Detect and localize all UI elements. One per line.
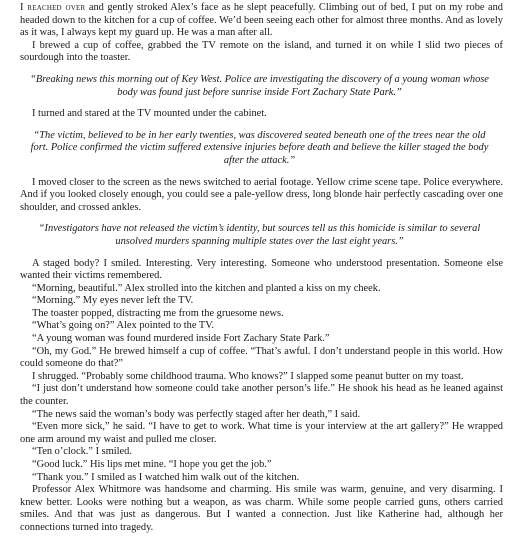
paragraph: “Good luck.” His lips met mine. “I hope you get the job.” bbox=[32, 459, 272, 470]
paragraph: “Morning, beautiful.” Alex strolled into the kitchen and planted a kiss on my cheek. bbox=[32, 282, 381, 294]
paragraph: “A young woman was found murdered inside Fort Zachary State Park.” bbox=[32, 333, 330, 345]
paragraph: “I just don’t understand how someone could take another person’s life.” He shook his head as he leaned against the counter. bbox=[20, 383, 503, 408]
paragraph: “What’s going on?” Alex pointed to the TV. bbox=[32, 320, 214, 332]
lead-in: I reached over bbox=[20, 2, 86, 13]
opening-paragraph bbox=[20, 2, 503, 40]
news-quote: “The victim, believed to be in her early twenties, was discovered seated beneath one of the trees near the old fort. Police confirmed the victim suffered extensive injuries before death and believe the killer staged the body after the attack.” bbox=[30, 129, 489, 166]
paragraph: Professor Alex Whitmore was handsome and charming. His smile was warm, genuine, and very disarming. I knew better. Looks were nothing but a weapon, as was charm. While some people carried guns, others carried smiles. And that was just as dangerous. But I wanted a connection. Just like Katherine had, although her connections turned into tragedy. bbox=[20, 484, 503, 533]
paragraph: I moved closer to the screen as the news switched to aerial footage. Yellow crime scene tape. Police everywhere. And if you looked closely enough, you could see a pale-yellow dress, long blonde hair perfectly cascading over one shoulder, and crossed ankles. bbox=[20, 176, 503, 213]
news-quote: “Breaking news this morning out of Key West. Police are investigating the discovery of a young woman whose body was found just before sunrise inside Fort Zachary State Park.” bbox=[30, 73, 489, 98]
paragraph: I brewed a cup of coffee, grabbed the TV remote on the island, and turned it on while I slid two pieces of sourdough into the toaster. bbox=[20, 39, 503, 64]
paragraph: The toaster popped, distracting me from the gruesome news. bbox=[32, 307, 284, 319]
paragraph: A staged body? I smiled. Interesting. Very interesting. Someone who understood presentation. Someone else wanted their victims remembered. bbox=[20, 257, 503, 282]
dialogue-section bbox=[20, 258, 503, 535]
paragraph: “Morning.” My eyes never left the TV. bbox=[32, 295, 194, 307]
news-quote: “Investigators have not released the victim’s identity, but sources tell us this homicide is similar to several unsolved murders spanning multiple states over the last eight years.” bbox=[38, 223, 481, 247]
paragraph: I shrugged. “Probably some childhood trauma. Who knows?” I slapped some peanut butter on my toast. bbox=[32, 370, 464, 382]
paragraph: “Oh, my God.” He brewed himself a cup of coffee. “That’s awful. I don’t understand people in this world. How could someone do that?” bbox=[20, 345, 503, 370]
paragraph: “The news said the woman’s body was perfectly staged after her death,” I said. bbox=[32, 408, 361, 420]
paragraph: “Thank you.” I smiled as I watched him walk out of the kitchen. bbox=[32, 471, 300, 483]
paragraph: “Ten o’clock.” I smiled. bbox=[32, 446, 132, 458]
paragraph: “Even more sick,” he said. “I have to get to work. What time is your interview at the art gallery?” He wrapped one arm around my waist and pulled me closer. bbox=[20, 421, 503, 445]
opening-text: and gently stroked Alex’s face as he slept peacefully. Climbing out of bed, I put on my robe and headed down to the kitchen for a cup of coffee. We’d been seeing each other for almost three months. And as lovely as it was, I always kept my guard up. He was a man after all. bbox=[20, 2, 503, 39]
paragraph: I turned and stared at the TV mounted under the cabinet. bbox=[32, 108, 267, 120]
